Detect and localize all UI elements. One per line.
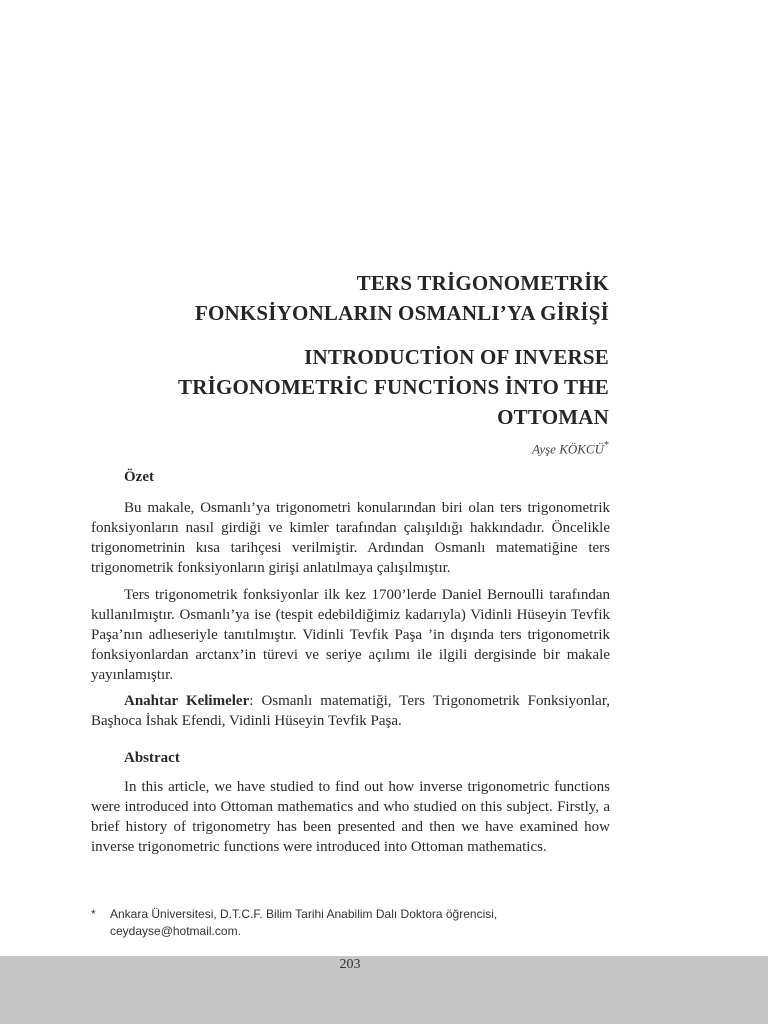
author-byline	[532, 440, 609, 457]
ozet-paragraph-1: Bu makale, Osmanlı’ya trigonometri konularından biri olan ters trigonometrik fonksiyonların nasıl girdiği ve kimler tarafından çalışıldığı hakkındadır. Öncelikle trigonometrinin kısa tarihçesi verilmiştir. Ardından Osmanlı matematiğine ters trigonometrik fonksiyonların girişi anlatılmaya çalışılmıştır.	[91, 500, 610, 576]
english-title-line-2: TRİGONOMETRİC FUNCTİONS İNTO THE	[178, 375, 609, 399]
keywords-text: : Osmanlı matematiği, Ters Trigonometrik Fonksiyonlar, Başhoca İshak Efendi, Vidinli Hüseyin Tevfik Paşa.	[91, 693, 610, 729]
keywords-label: Anahtar Kelimeler	[124, 693, 250, 709]
ozet-paragraph-2: Ters trigonometrik fonksiyonlar ilk kez 1700’lerde Daniel Bernoulli tarafından kullanılmıştır. Osmanlı’ya ise (tespit edebildiğimiz kadarıyla) Vidinli Hüseyin Tevfik Paşa’nın adlıeseriyle tanıtılmıştır. Vidinli Tevfik Paşa ’in dışında ters trigonometrik fonksiyonlardan arctanx’in türevi ve seriye açılımı ile ilgili dergisinde bir makale yayınlamıştır.	[91, 587, 610, 683]
page-number: 203	[339, 957, 361, 972]
footnote	[91, 906, 610, 940]
english-title	[178, 342, 609, 432]
footnote-text: Ankara Üniversitesi, D.T.C.F. Bilim Tarihi Anabilim Dalı Doktora öğrencisi, ceydayse@hotmail.com.	[110, 907, 498, 938]
turkish-title-line-2: FONKSİYONLARIN OSMANLI’YA GİRİŞİ	[194, 301, 609, 325]
english-title-line-3: OTTOMAN	[497, 405, 609, 429]
abstract-heading: Abstract	[124, 750, 180, 766]
footnote-marker: *	[91, 907, 96, 921]
english-title-line-1: INTRODUCTİON OF INVERSE	[304, 345, 609, 369]
ozet-heading: Özet	[124, 469, 154, 485]
turkish-title	[195, 268, 609, 328]
keywords-paragraph	[91, 691, 610, 731]
turkish-title-line-1: TERS TRİGONOMETRİK	[356, 271, 609, 295]
author-footnote-marker: *	[604, 440, 609, 451]
abstract-paragraph: In this article, we have studied to find out how inverse trigonometric functions were introduced into Ottoman mathematics and who studied on this subject. Firstly, a brief history of trigonometry has been presented and then we have examined how inverse trigonometric functions were introduced into Ottoman mathematics.	[91, 779, 610, 855]
author-name: Ayşe KÖKCÜ	[532, 441, 604, 457]
